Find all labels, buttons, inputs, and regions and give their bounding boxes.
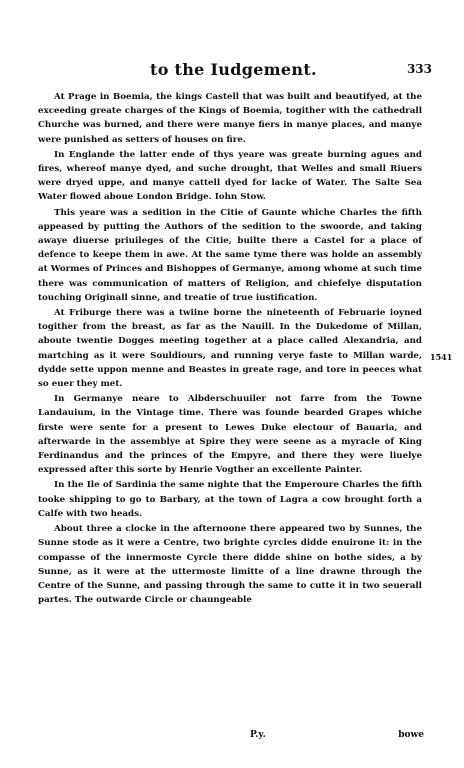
text-body — [38, 90, 422, 608]
paragraph-bearded-grapes: In Germanye neare to Albderschuuiler not farre from the Towne Landauium, in the Vintage time. There was founde bearded Grapes whiche firste were sente for a present to Lewes Duke electour of Bauaria, and afterwarde in the assemblye at Spire they were seene as a myracle of King Ferdinandus and the princes of the Empyre, and there they were liuelye expressed after this sorte by Henrie Vogther an excellente Painter. — [38, 394, 422, 476]
paragraph-england-drought: In Englande the latter ende of thys yeare was greate burning agues and fires, whereof manye dyed, and suche drought, that Welles and small Riuers were dryed uppe, and manye cattell dyed for lacke of Water. The Salte Sea Water flowed aboue London Bridge. Iohn Stow. — [38, 149, 422, 203]
paragraph-prague-fire: At Prage in Boemia, the kings Castell that was built and beautifyed, at the exceeding greate charges of the Kings of Boemia, togither with the cathedrall Churche was burned, and there were manye fiers in manye places, and manye were punished as setters of houses on fire. — [38, 92, 422, 145]
paragraph-sardinia-calf: In the Ile of Sardinia the same nighte that the Emperoure Charles the fifth tooke shipping to go to Barbary, at the town of Lagra a cow brought forth a Calfe with two heads. — [38, 480, 422, 519]
paragraph-gaunt-sedition: This yeare was a sedition in the Citie of Gaunte whiche Charles the fifth appeased by putting the Authors of the sedition to the swoorde, and taking awaye diuerse priuileges of the Citie, builte there a Castel for a place of defence to keepe them in awe. At the same tyme there was holde an assembly at Wormes of Princes and Bishoppes of Germanye, among whome at such time there was communication of matters of Religion, and chiefelye disputation touching Originall sinne, and treatie of true iustification. — [38, 207, 422, 303]
running-title: to the Iudgement. — [150, 60, 317, 79]
signature-mark: P.y. — [250, 730, 266, 740]
margin-year-note: 1541 — [430, 352, 453, 362]
page-footer — [40, 730, 424, 746]
paragraph-friburge-twins: At Friburge there was a twiine borne the nineteenth of Februarie ioyned togither from the breast, as far as the Nauill. In the Dukedome of Millan, aboute twentie Dogges meeting together at a place called Alexandria, and martching as it were Souldiours, and running verye faste to Millan warde, dydde sette uppon menne and Beastes in greate rage, and tore in peeces what so euer they met. — [38, 308, 422, 390]
page-number: 333 — [406, 62, 432, 76]
paragraph-two-sunnes: About three a clocke in the afternoone there appeared two by Sunnes, the Sunne stode as it were a Centre, two brighte cyrcles didde enuirone it: in the compasse of the innermoste Cyrcle there didde shine on bothe sides, a by Sunne, as it were at the uttermoste limitte of a line drawne through the Centre of the Sunne, and passing through the same to cutte it in two seuerall partes. The outwarde Circle or chaungeable — [38, 524, 422, 606]
running-header — [40, 60, 440, 82]
catchword: bowe — [398, 730, 424, 740]
